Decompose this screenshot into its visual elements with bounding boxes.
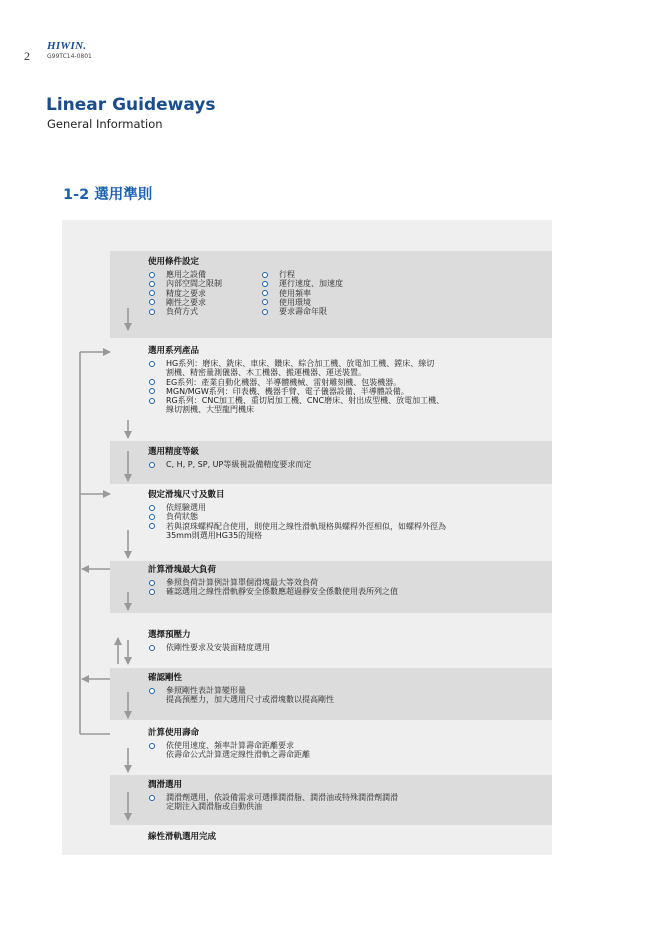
doc-code: G99TC14-0801 <box>47 53 92 60</box>
list-item-continuation: 依壽命公式計算選定線性滑軌之壽命距離 <box>166 750 310 760</box>
list-item: 剛性之要求 <box>148 298 261 307</box>
list-item: RG系列：CNC加工機、重切屑加工機、CNC磨床、射出成型機、放電加工機、 <box>148 396 548 405</box>
list-item: 若與滾珠螺桿配合使用，則使用之線性滑軌規格與螺桿外徑相似，如螺桿外徑為 <box>148 522 548 531</box>
block-accuracy <box>148 446 548 469</box>
block-title: 計算滑塊最大負荷 <box>148 565 217 575</box>
list-item: 負荷狀態 <box>148 512 548 521</box>
list-item: 內部空間之限制 <box>148 279 261 288</box>
block-title: 計算使用壽命 <box>148 728 200 738</box>
block-rigidity <box>148 672 548 705</box>
list-item: 使用環境 <box>261 298 343 307</box>
block-title: 選擇預壓力 <box>148 630 191 640</box>
list-item: 要求壽命年限 <box>261 307 343 316</box>
block-conditions <box>148 256 548 316</box>
block-size <box>148 489 548 540</box>
list-item-continuation: 割機、精密量測儀器、木工機器、搬運機器、運送裝置。 <box>166 368 366 378</box>
block-maxload <box>148 564 548 597</box>
list-item-continuation: 提高預壓力，加大選用尺寸或滑塊數以提高剛性 <box>166 695 334 705</box>
block-lube <box>148 779 548 812</box>
list-item-continuation: 35mm則選用HG35的規格 <box>166 530 263 540</box>
block-title: 潤滑選用 <box>148 780 183 790</box>
page-title: Linear Guideways <box>46 95 216 115</box>
list-item: 運行速度、加速度 <box>261 279 343 288</box>
list-item: 依剛性要求及安裝面精度選用 <box>148 643 548 652</box>
list-item: 應用之設備 <box>148 270 261 279</box>
list-item: 參照剛性表計算變形量 <box>148 686 548 695</box>
list-item: 依使用速度、頻率計算壽命距離要求 <box>148 741 548 750</box>
block-title: 選用精度等級 <box>148 447 200 457</box>
block-title: 確認剛性 <box>148 673 183 683</box>
list-item: 負荷方式 <box>148 307 261 316</box>
list-item: HG系列：磨床、銑床、車床、鑽床、綜合加工機、放電加工機、鏜床、線切 <box>148 359 548 368</box>
list-item: 參照負荷計算例計算單個滑塊最大等效負荷 <box>148 578 548 587</box>
block-series <box>148 345 548 415</box>
list-item: 潤滑劑選用，依設備需求可選擇潤滑脂、潤滑油或特殊潤滑劑潤滑 <box>148 793 548 802</box>
block-title: 使用條件設定 <box>148 257 200 267</box>
block-done <box>148 831 548 845</box>
block-title: 假定滑塊尺寸及數目 <box>148 490 225 500</box>
list-item-continuation: 線切割機、大型龍門機床 <box>166 405 254 415</box>
section-title: 1-2 選用準則 <box>63 187 153 203</box>
list-item: 確認選用之線性滑軌靜安全係數應超過靜安全係數使用表所列之值 <box>148 587 548 596</box>
list-item: 依經驗選用 <box>148 503 548 512</box>
page-subtitle: General Information <box>47 117 163 131</box>
block-life <box>148 727 548 760</box>
block-title: 線性滑軌選用完成 <box>148 832 217 842</box>
list-item: C, H, P, SP, UP等級視設備精度要求而定 <box>148 460 548 469</box>
block-preload <box>148 629 548 652</box>
brand-logo: HIWIN. <box>47 40 87 52</box>
list-item: MGN/MGW系列：印表機、機器手臂、電子儀器設備、半導體設備。 <box>148 387 548 396</box>
list-item: EG系列：產業自動化機器、半導體機械、雷射雕刻機、包裝機器。 <box>148 378 548 387</box>
page-number: 2 <box>24 49 30 63</box>
list-item: 精度之要求 <box>148 289 261 298</box>
list-item: 行程 <box>261 270 343 279</box>
list-item-continuation: 定期注入潤滑脂或自動供油 <box>166 802 262 812</box>
list-item: 使用頻率 <box>261 289 343 298</box>
block-title: 選用系列產品 <box>148 346 200 356</box>
